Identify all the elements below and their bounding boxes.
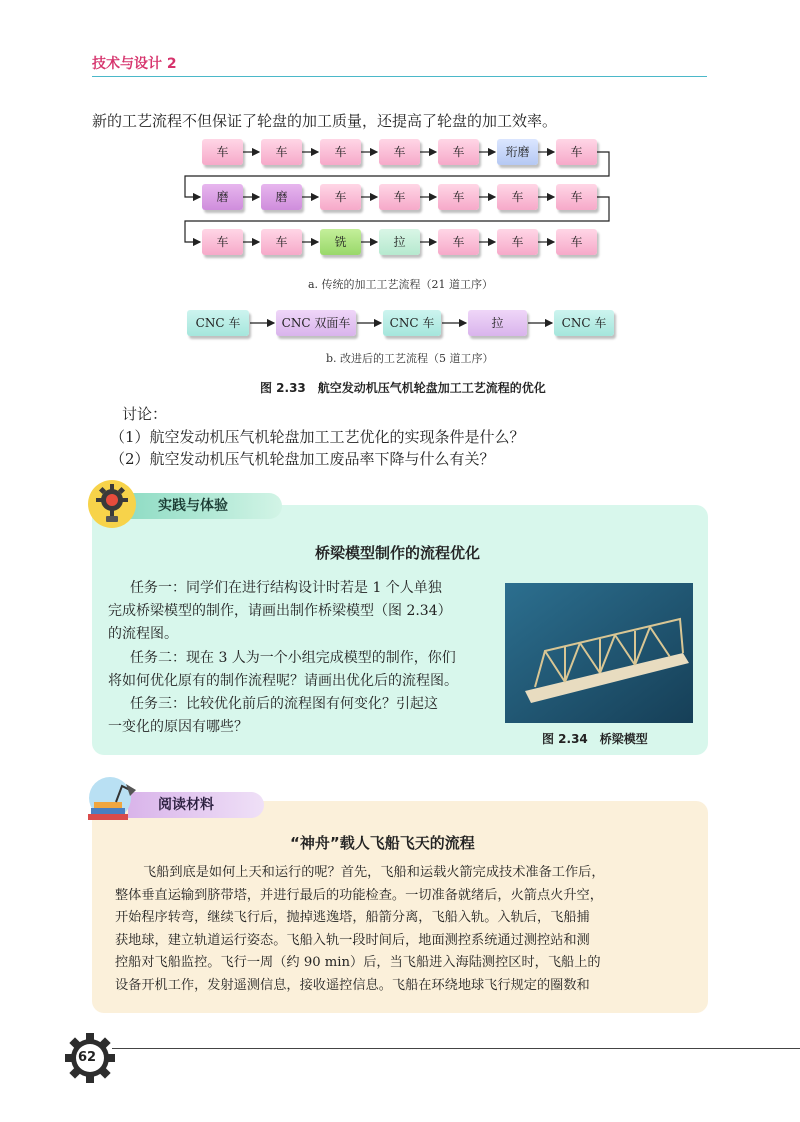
discussion-title: 讨论： — [122, 405, 168, 423]
reading-line: 整体垂直运输到脐带塔，并进行最后的功能检查。一切准备就绪后，火箭点火升空， — [115, 887, 603, 903]
flow-step: 车 — [320, 139, 361, 165]
reading-body — [115, 862, 690, 998]
flow-step: 铣 — [320, 229, 361, 255]
flow-step: 车 — [438, 184, 479, 210]
reading-line: 控船对飞船监控。飞行一周（约 90 min）后，当飞船进入海陆测控区时，飞船上的 — [115, 955, 601, 971]
flow-step: 车 — [438, 139, 479, 165]
discussion-question-2: （2）航空发动机压气机轮盘加工废品率下降与什么有关？ — [110, 450, 495, 468]
practice-tab-label: 实践与体验 — [128, 493, 282, 519]
running-header: 技术与设计 2 — [92, 56, 177, 72]
gear-bulb-icon — [86, 478, 138, 530]
practice-line: 完成桥梁模型的制作，请画出制作桥梁模型（图 2.34） — [108, 603, 452, 619]
reading-line: 设备开机工作，发射遥测信息，接收遥控信息。飞船在环绕地球飞行规定的圈数和 — [115, 977, 590, 993]
flow-step: 拉 — [379, 229, 420, 255]
reading-line: 获地球，建立轨道运行姿态。飞船入轨一段时间后，地面测控系统通过测控站和测 — [115, 932, 590, 948]
flow-b-step: CNC 车 — [187, 310, 249, 336]
bridge-model-photo — [505, 583, 693, 723]
flow-step: 车 — [261, 229, 302, 255]
flow-step: 车 — [497, 229, 538, 255]
reading-line: 飞船到底是如何上天和运行的呢？首先，飞船和运载火箭完成技术准备工作后， — [143, 865, 605, 880]
practice-line: 任务三：比较优化前后的流程图有何变化？引起这 — [130, 696, 438, 712]
practice-line: 任务一：同学们在进行结构设计时若是 1 个人单独 — [130, 580, 442, 596]
flow-step: 车 — [202, 229, 243, 255]
practice-line: 的流程图。 — [108, 626, 178, 642]
flow-step: 车 — [497, 184, 538, 210]
flow-step: 车 — [202, 139, 243, 165]
flow-step: 珩磨 — [497, 139, 538, 165]
flow-step: 车 — [379, 139, 420, 165]
flow-b-step: CNC 车 — [383, 310, 441, 336]
flow-step: 磨 — [261, 184, 302, 210]
reading-title: “神舟”载人飞船飞天的流程 — [290, 834, 475, 852]
flow-step: 磨 — [202, 184, 243, 210]
flow-step: 车 — [438, 229, 479, 255]
flow-b-step: CNC 车 — [554, 310, 614, 336]
practice-line: 将如何优化原有的制作流程呢？请画出优化后的流程图。 — [108, 673, 458, 689]
intro-paragraph: 新的工艺流程不但保证了轮盘的加工质量，还提高了轮盘的加工效率。 — [92, 112, 558, 130]
discussion-question-1: （1）航空发动机压气机轮盘加工工艺优化的实现条件是什么？ — [110, 428, 525, 446]
flow-b-step: CNC 双面车 — [276, 310, 356, 336]
flow-b-step: 拉 — [468, 310, 527, 336]
flow-step: 车 — [556, 139, 597, 165]
caption-traditional-flow: a. 传统的加工工艺流程（21 道工序） — [308, 278, 494, 291]
flow-step: 车 — [320, 184, 361, 210]
caption-improved-flow: b. 改进后的工艺流程（5 道工序） — [326, 352, 494, 365]
flow-step: 车 — [556, 229, 597, 255]
flow-step: 车 — [556, 184, 597, 210]
practice-line: 任务二：现在 3 人为一个小组完成模型的制作，你们 — [130, 650, 456, 666]
photo-caption: 图 2.34 桥梁模型 — [542, 732, 648, 746]
figure-caption: 图 2.33 航空发动机压气机轮盘加工工艺流程的优化 — [260, 381, 546, 395]
books-lamp-icon — [82, 776, 138, 826]
flow-step: 车 — [261, 139, 302, 165]
practice-line: 一变化的原因有哪些？ — [108, 719, 248, 735]
reading-tab-label: 阅读材料 — [128, 792, 264, 818]
reading-line: 开始程序转弯，继续飞行后，抛掉逃逸塔，船箭分离，飞船入轨。入轨后，飞船捕 — [115, 910, 590, 926]
footer-rule — [112, 1048, 800, 1049]
practice-title: 桥梁模型制作的流程优化 — [315, 544, 481, 562]
page-number: 62 — [78, 1050, 97, 1065]
flow-step: 车 — [379, 184, 420, 210]
